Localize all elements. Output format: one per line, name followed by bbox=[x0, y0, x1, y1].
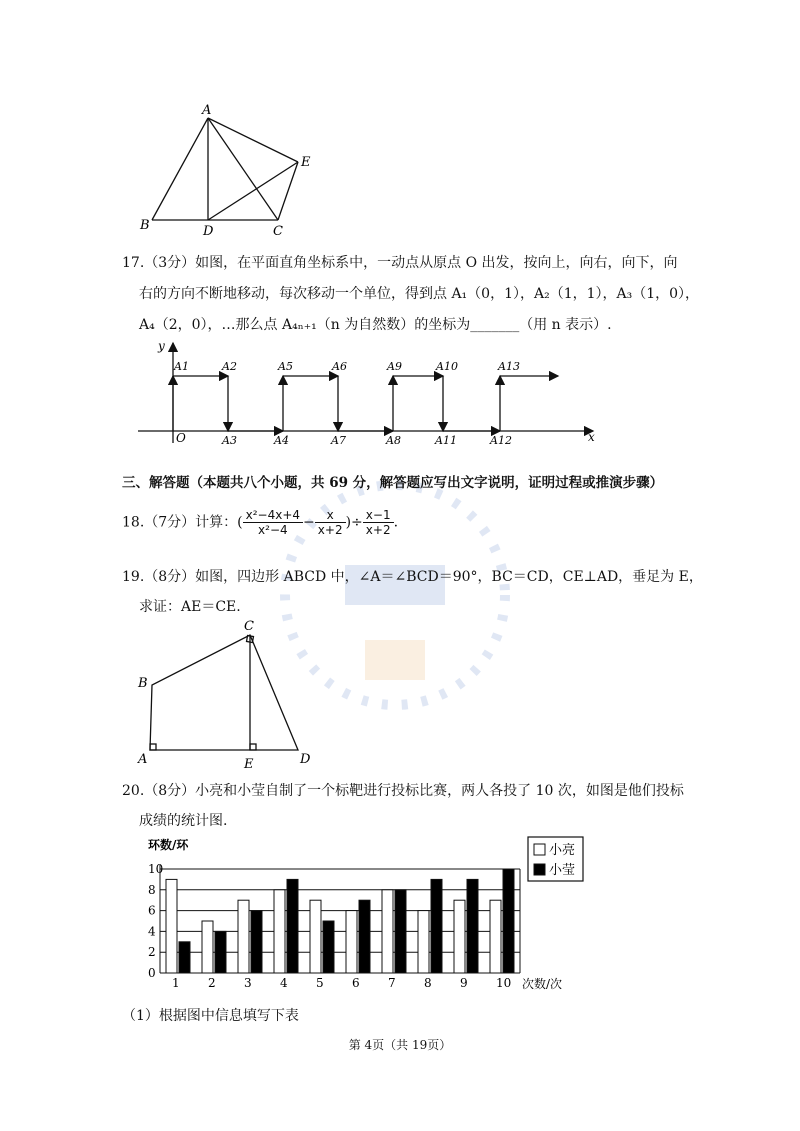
x-axis-label: 次数/次 bbox=[522, 977, 563, 991]
label-A9: A9 bbox=[387, 360, 402, 373]
label-E: E bbox=[244, 757, 254, 772]
q17-line-3: A₄（2，0），…那么点 A₄ₙ₊₁（n 为自然数）的坐标为_______（用 n 表示）. bbox=[139, 317, 612, 333]
section-3-heading: 三、解答题（本题共八个小题，共 69 分，解答题应写出文字说明，证明过程或推演步骤） bbox=[122, 475, 664, 491]
label-A13: A13 bbox=[498, 360, 520, 373]
label-A: A bbox=[202, 103, 212, 118]
bar-xiaoying-2 bbox=[215, 931, 226, 973]
q17-line-1: 17.（3分）如图，在平面直角坐标系中，一动点从原点 O 出发，按向上，向右，向下，向 bbox=[122, 255, 678, 271]
fraction-3-numerator: x−1 bbox=[363, 508, 394, 523]
x-tick-1: 1 bbox=[172, 976, 180, 990]
label-A10: A10 bbox=[436, 360, 458, 373]
figure-19 bbox=[130, 615, 330, 775]
score-bar-chart bbox=[130, 835, 590, 1000]
page-footer: 第 4页（共 19页） bbox=[348, 1038, 452, 1052]
label-A: A bbox=[138, 752, 148, 767]
legend-label-0: 小亮 bbox=[549, 843, 576, 858]
q20-line-1: 20.（8分）小亮和小莹自制了一个标靶进行投标比赛，两人各投了 10 次，如图是他们投标 bbox=[122, 783, 684, 799]
label-B: B bbox=[138, 676, 148, 691]
figure-17-path bbox=[138, 338, 608, 450]
label-A12: A12 bbox=[490, 434, 512, 447]
bar-xiaoying-3 bbox=[251, 911, 262, 973]
y-axis-label: 环数/环 bbox=[148, 838, 189, 852]
x-tick-6: 6 bbox=[352, 976, 360, 990]
x-tick-7: 7 bbox=[388, 976, 396, 990]
label-D: D bbox=[203, 224, 214, 239]
label-A11: A11 bbox=[435, 434, 457, 447]
x-tick-8: 8 bbox=[424, 976, 432, 990]
label-B: B bbox=[140, 218, 150, 233]
fraction-2-denominator: x+2 bbox=[317, 523, 343, 537]
fraction-3-denominator: x+2 bbox=[365, 523, 391, 537]
label-A2: A2 bbox=[222, 360, 237, 373]
legend-swatch-0 bbox=[534, 844, 545, 855]
bar-xiaoying-5 bbox=[323, 921, 334, 973]
x-tick-10: 10 bbox=[496, 976, 512, 990]
label-A1: A1 bbox=[174, 360, 189, 373]
y-tick-2: 2 bbox=[148, 945, 156, 960]
q20-line-2: 成绩的统计图. bbox=[139, 813, 228, 829]
bar-xiaoliang-3 bbox=[238, 900, 249, 973]
bar-xiaoying-6 bbox=[359, 900, 370, 973]
y-axis-label: y bbox=[158, 339, 165, 353]
x-axis-label: x bbox=[588, 430, 595, 444]
q18-prefix: 18.（7分）计算： bbox=[122, 514, 238, 531]
figure-16 bbox=[130, 100, 320, 240]
q20-sub-1: （1）根据图中信息填写下表 bbox=[122, 1008, 299, 1024]
x-tick-2: 2 bbox=[208, 976, 216, 990]
fraction-3 bbox=[363, 508, 394, 537]
bar-xiaoliang-2 bbox=[202, 921, 213, 973]
q17-line-2: 右的方向不断地移动，每次移动一个单位，得到点 A₁（0，1），A₂（1，1），A₃（1，0）， bbox=[139, 286, 700, 302]
label-A3: A3 bbox=[222, 434, 237, 447]
bar-xiaoliang-1 bbox=[166, 879, 177, 973]
y-tick-0: 0 bbox=[148, 966, 156, 980]
y-tick-4: 4 bbox=[148, 924, 156, 939]
y-tick-8: 8 bbox=[148, 882, 156, 897]
label-C: C bbox=[244, 619, 254, 634]
bar-xiaoying-4 bbox=[287, 879, 298, 973]
q18-line: 18.（7分）计算：( $\frac{\text{x²−4x+4}}{\text{x²−4}}$ − $\frac{x}{x+2}$ )÷ $\frac{x-1}{x+2}$ . bbox=[122, 508, 399, 537]
label-A8: A8 bbox=[386, 434, 401, 447]
label-A7: A7 bbox=[331, 434, 346, 447]
q19-line-2: 求证：AE＝CE. bbox=[139, 599, 241, 615]
bar-xiaoying-7 bbox=[395, 890, 406, 973]
label-D: D bbox=[300, 752, 311, 767]
fraction-2-numerator: x bbox=[315, 508, 346, 523]
fraction-1 bbox=[243, 508, 303, 537]
bar-xiaoliang-9 bbox=[454, 900, 465, 973]
label-E: E bbox=[301, 155, 311, 170]
bar-xiaoying-10 bbox=[503, 869, 514, 973]
bar-xiaoliang-7 bbox=[382, 890, 393, 973]
label-A5: A5 bbox=[278, 360, 293, 373]
fraction-2 bbox=[315, 508, 346, 537]
origin-label: O bbox=[176, 431, 186, 445]
x-tick-4: 4 bbox=[280, 976, 288, 990]
y-tick-6: 6 bbox=[148, 903, 156, 918]
bar-xiaoying-9 bbox=[467, 879, 478, 973]
y-tick-10: 10 bbox=[148, 862, 164, 876]
legend-label-1: 小莹 bbox=[549, 863, 576, 878]
bar-xiaoliang-8 bbox=[418, 911, 429, 973]
label-A4: A4 bbox=[274, 434, 289, 447]
bar-xiaoliang-6 bbox=[346, 911, 357, 973]
bar-xiaoying-8 bbox=[431, 879, 442, 973]
bar-xiaoying-1 bbox=[179, 942, 190, 973]
q19-line-1: 19.（8分）如图，四边形 ABCD 中，∠A＝∠BCD＝90°，BC＝CD，CE⊥AD，垂足为 E， bbox=[122, 569, 703, 585]
legend-swatch-1 bbox=[534, 864, 545, 875]
label-C: C bbox=[273, 224, 283, 239]
fraction-1-denominator: x²−4 bbox=[258, 523, 288, 537]
x-tick-3: 3 bbox=[244, 976, 252, 990]
bar-xiaoliang-5 bbox=[310, 900, 321, 973]
fraction-1-numerator: x²−4x+4 bbox=[243, 508, 303, 523]
x-tick-5: 5 bbox=[316, 976, 324, 990]
x-tick-9: 9 bbox=[460, 976, 468, 990]
label-A6: A6 bbox=[332, 360, 347, 373]
bar-xiaoliang-10 bbox=[490, 900, 501, 973]
bar-xiaoliang-4 bbox=[274, 890, 285, 973]
